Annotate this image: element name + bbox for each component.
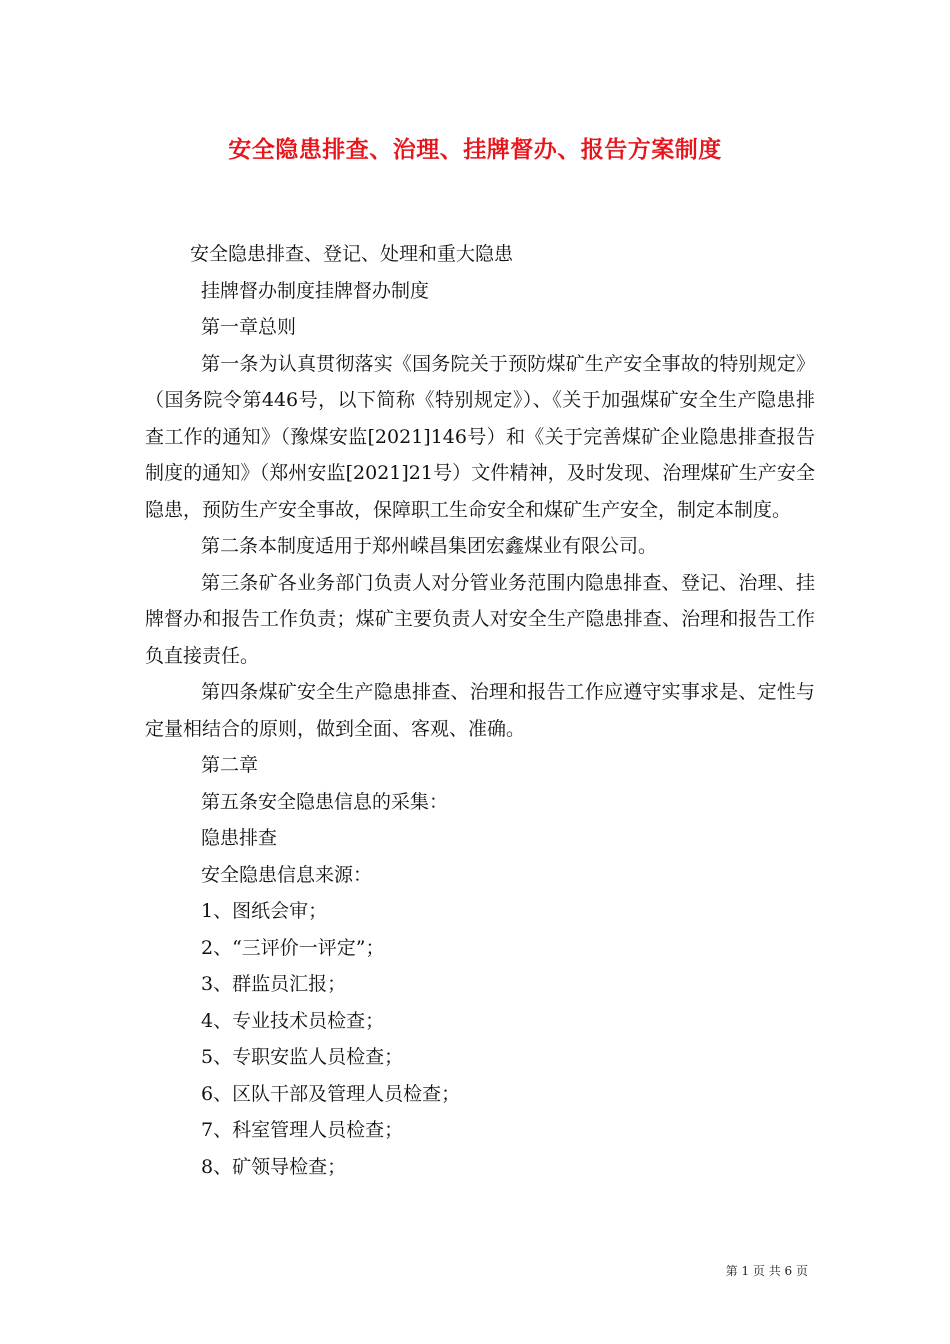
list-item: 7、科室管理人员检查； — [201, 1119, 404, 1141]
paragraph: 安全隐患排查、登记、处理和重大隐患 — [190, 243, 514, 265]
chapter-heading: 第一章总则 — [201, 316, 297, 338]
page-number: 第 1 页 共 6 页 — [725, 1264, 808, 1278]
list-item: 2、“三评价一评定”； — [201, 936, 385, 959]
list-item: 1、图纸会审； — [201, 900, 328, 922]
paragraph: 安全隐患信息来源： — [201, 863, 373, 886]
paragraph: 第四条煤矿安全生产隐患排查、治理和报告工作应遵守实事求是、定性与定量相结合的原则，做到全面、客观、准确。 — [145, 681, 815, 740]
paragraph: 隐患排查 — [201, 827, 278, 849]
list-item: 5、专职安监人员检查； — [201, 1046, 404, 1068]
paragraph: 第五条安全隐患信息的采集： — [201, 790, 449, 813]
paragraph: 第三条矿各业务部门负责人对分管业务范围内隐患排查、登记、治理、挂牌督办和报告工作负责；煤矿主要负责人对安全生产隐患排查、治理和报告工作负直接责任。 — [145, 571, 815, 667]
paragraph: 第一条为认真贯彻落实《国务院关于预防煤矿生产安全事故的特别规定》（国务院令第446号，以下简称《特别规定》）、《关于加强煤矿安全生产隐患排查工作的通知》（豫煤安监[2021]146号）和《关于完善煤矿企业隐患排查报告制度的通知》（郑州安监[2021]21号）文件精神，及时发现、治理煤矿生产安全隐患，预防生产安全事故，保障职工生命安全和煤矿生产安全，制定本制度。 — [145, 352, 815, 521]
chapter-heading: 第二章 — [201, 754, 259, 776]
list-item: 3、群监员汇报； — [201, 973, 347, 995]
list-item: 6、区队干部及管理人员检查； — [201, 1082, 461, 1105]
list-item: 8、矿领导检查； — [201, 1155, 347, 1178]
document-body — [145, 236, 815, 1185]
list-item: 4、专业技术员检查； — [201, 1009, 385, 1032]
paragraph: 第二条本制度适用于郑州嵘昌集团宏鑫煤业有限公司。 — [201, 535, 658, 557]
paragraph: 挂牌督办制度挂牌督办制度 — [201, 279, 430, 302]
document-title: 安全隐患排查、治理、挂牌督办、报告方案制度 — [228, 136, 722, 163]
